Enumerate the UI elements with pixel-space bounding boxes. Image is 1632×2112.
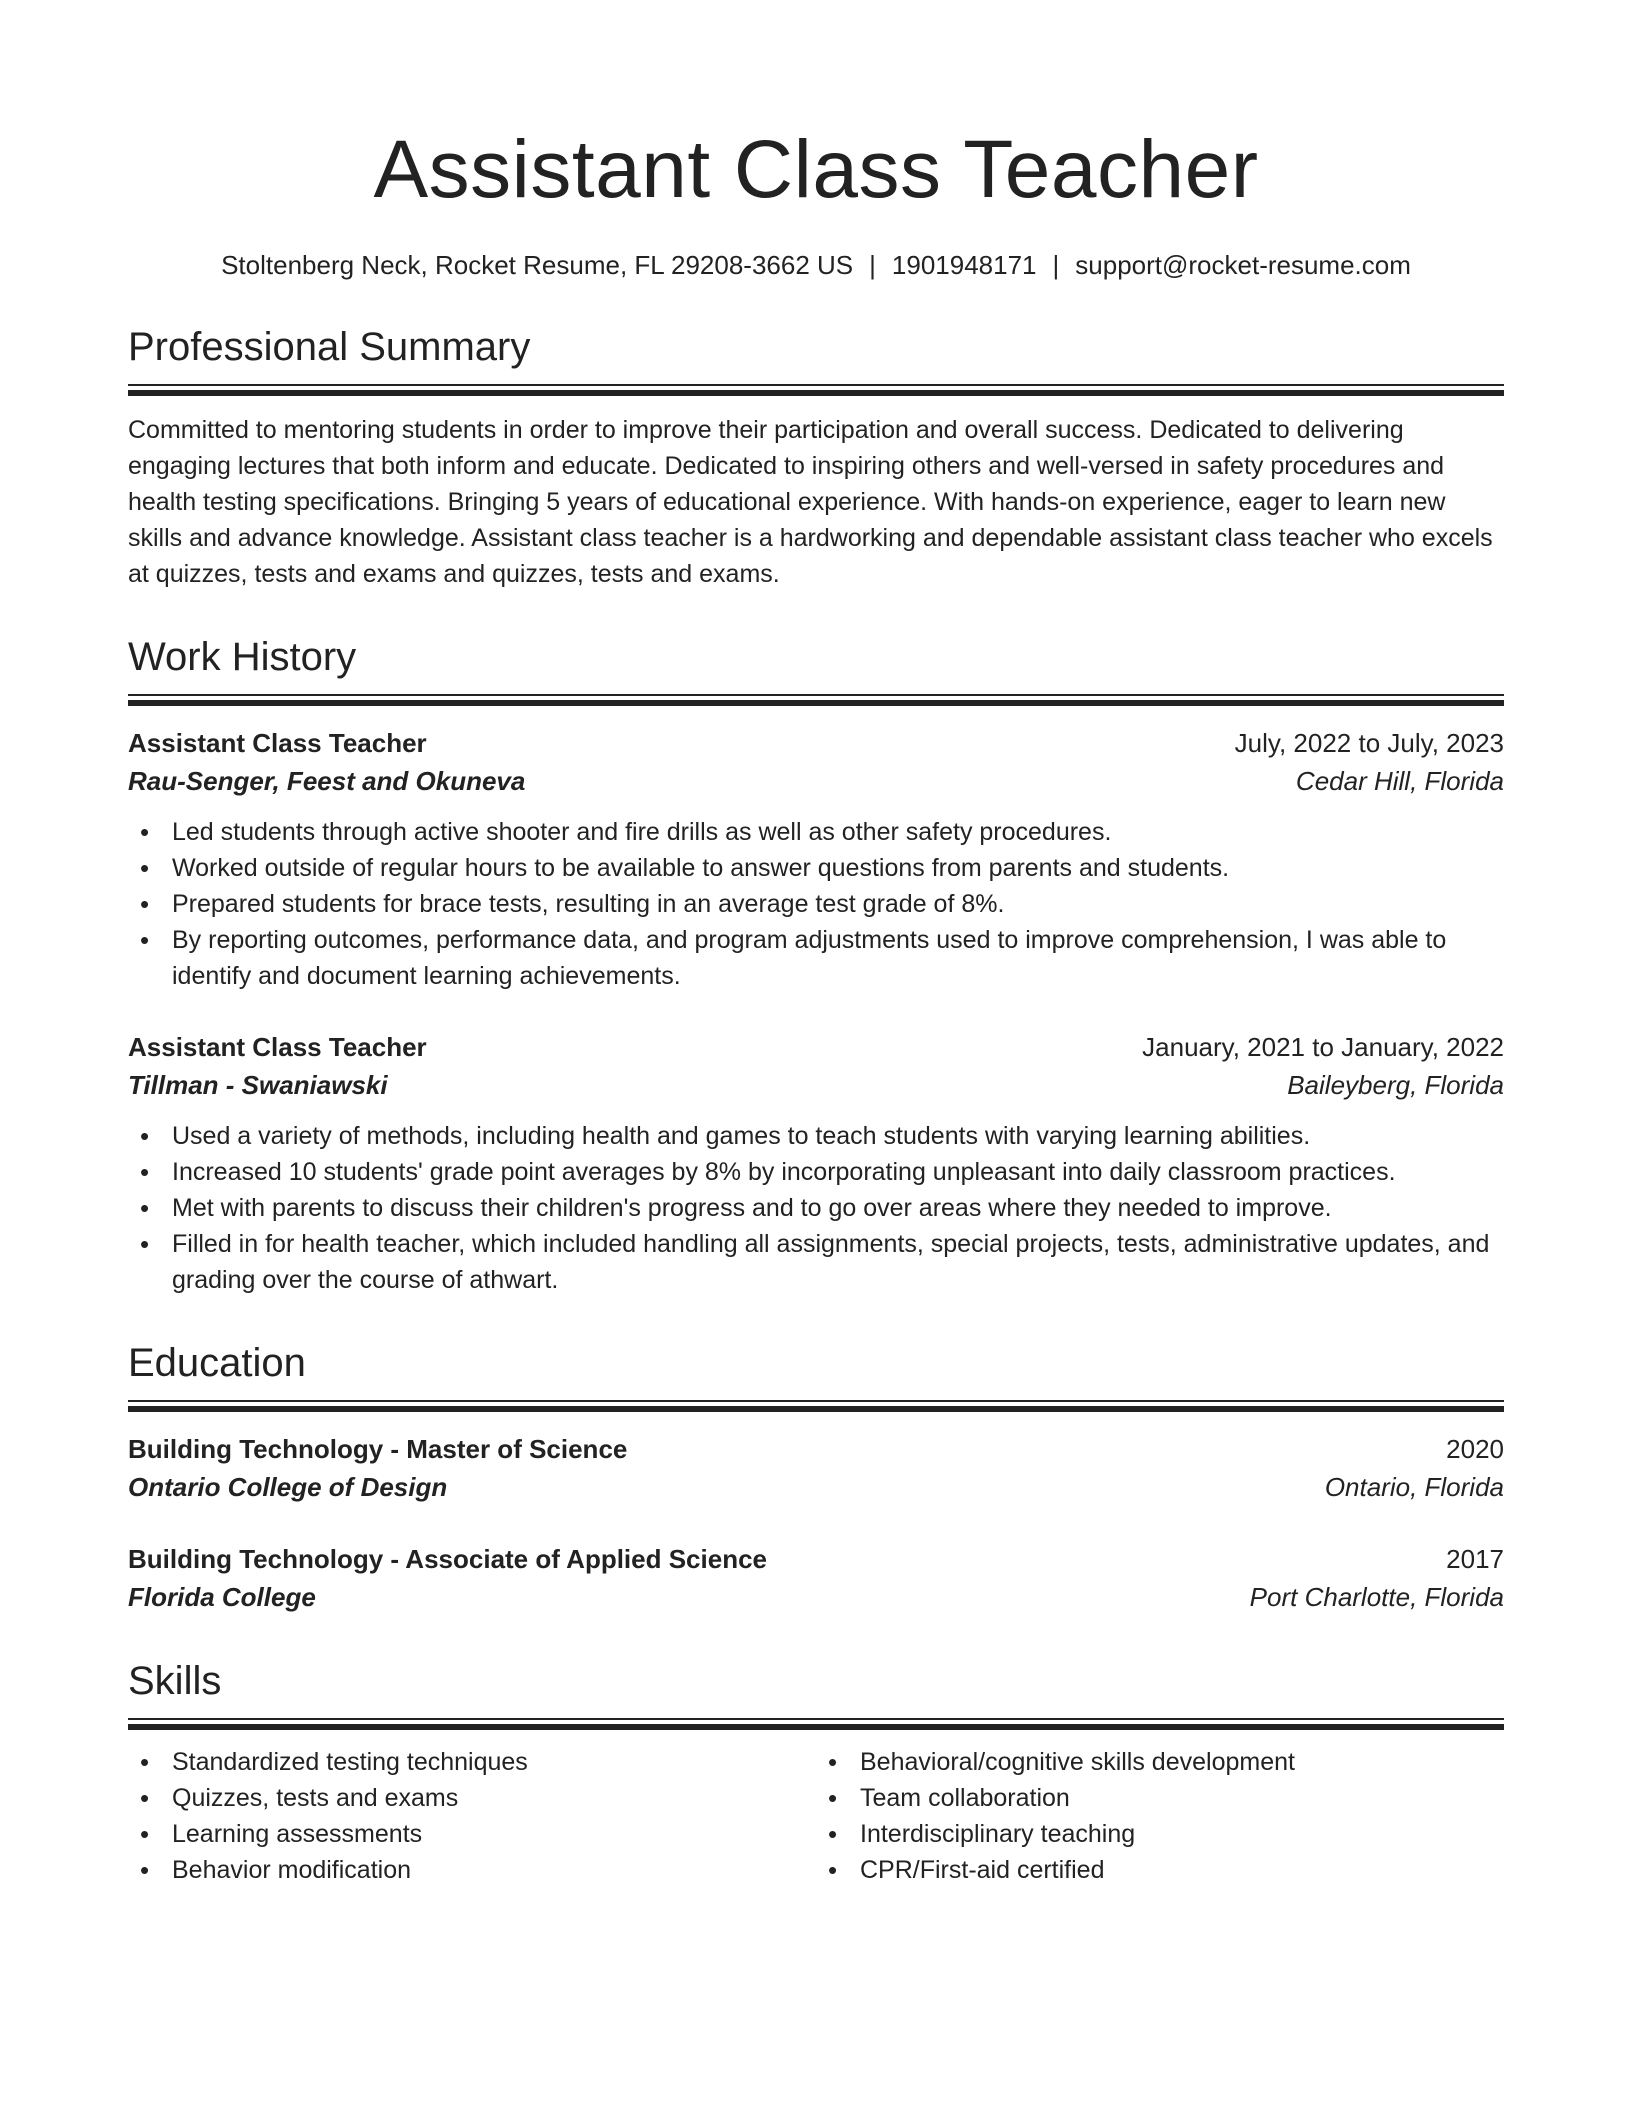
skills-column-right: [816, 1744, 1504, 1888]
section-divider: [128, 384, 1504, 396]
list-item: • Filled in for health teacher, which included handling all assignments, special projects, tests, administrative updates, and grading over the course of athwart.: [128, 1226, 1504, 1298]
skill-item: • Interdisciplinary teaching: [816, 1816, 1504, 1852]
contact-separator: |: [869, 250, 876, 280]
education-school: Ontario College of Design: [128, 1472, 448, 1502]
job-location: Baileyberg, Florida: [1287, 1070, 1504, 1100]
education-location: Ontario, Florida: [1324, 1472, 1504, 1502]
section-divider: [128, 694, 1504, 706]
section-divider: [128, 1718, 1504, 1730]
resume-name: Assistant Class Teacher: [373, 124, 1259, 215]
education-degree: Building Technology - Associate of Applied Science: [128, 1544, 768, 1574]
education-section: [128, 1338, 1504, 1616]
section-title-skills: Skills: [128, 1659, 222, 1703]
list-item: • By reporting outcomes, performance data, and program adjustments used to improve comprehension, I was able to identify and document learning achievements.: [128, 922, 1504, 994]
job-role: Assistant Class Teacher: [128, 1032, 427, 1062]
summary-section: [128, 322, 1504, 592]
list-item: • Prepared students for brace tests, resulting in an average test grade of 8%.: [128, 886, 1504, 922]
job-location: Cedar Hill, Florida: [1295, 766, 1504, 796]
skill-item: • CPR/First-aid certified: [816, 1852, 1504, 1888]
section-divider: [128, 1400, 1504, 1412]
job-entry: [128, 1028, 1504, 1298]
section-title-summary: Professional Summary: [128, 325, 531, 369]
contact-email[interactable]: support@rocket-resume.com: [1075, 250, 1411, 280]
job-dates: July, 2022 to July, 2023: [1234, 728, 1504, 758]
skill-item: • Learning assessments: [128, 1816, 816, 1852]
job-company: Tillman - Swaniawski: [128, 1070, 388, 1100]
skill-item: • Quizzes, tests and exams: [128, 1780, 816, 1816]
section-title-work-history: Work History: [128, 635, 357, 679]
education-school: Florida College: [128, 1582, 316, 1612]
job-bullets: [128, 814, 1504, 994]
education-degree: Building Technology - Master of Science: [128, 1434, 628, 1464]
list-item: • Worked outside of regular hours to be available to answer questions from parents and students.: [128, 850, 1504, 886]
work-history-section: [128, 632, 1504, 1298]
job-role: Assistant Class Teacher: [128, 728, 427, 758]
skills-section: [128, 1656, 1504, 1888]
skill-item: • Behavior modification: [128, 1852, 816, 1888]
skills-column-left: [128, 1744, 816, 1888]
summary-text: Committed to mentoring students in order to improve their participation and overall success. Dedicated to delivering engaging lectures that both inform and educate. Dedicated to inspiring others and well-versed in safety procedures and health testing specifications. Bringing 5 years of educational experience. With hands-on experience, eager to learn new skills and advance knowledge. Assistant class teacher is a hardworking and dependable assistant class teacher who excels at quizzes, tests and exams and quizzes, tests and exams.: [128, 416, 1493, 588]
education-entry: [128, 1430, 1504, 1506]
section-title-education: Education: [128, 1341, 306, 1385]
education-entry: [128, 1540, 1504, 1616]
job-dates: January, 2021 to January, 2022: [1142, 1032, 1504, 1062]
list-item: • Led students through active shooter and fire drills as well as other safety procedures.: [128, 814, 1504, 850]
contact-line: [128, 248, 1504, 282]
job-company: Rau-Senger, Feest and Okuneva: [128, 766, 526, 796]
list-item: • Increased 10 students' grade point averages by 8% by incorporating unpleasant into daily classroom practices.: [128, 1154, 1504, 1190]
skill-item: • Team collaboration: [816, 1780, 1504, 1816]
education-location: Port Charlotte, Florida: [1249, 1582, 1504, 1612]
list-item: • Used a variety of methods, including health and games to teach students with varying learning abilities.: [128, 1118, 1504, 1154]
education-year: 2017: [1446, 1544, 1504, 1574]
contact-address: Stoltenberg Neck, Rocket Resume, FL 29208-3662 US: [221, 250, 854, 280]
job-bullets: [128, 1118, 1504, 1298]
list-item: • Met with parents to discuss their children's progress and to go over areas where they needed to improve.: [128, 1190, 1504, 1226]
education-year: 2020: [1446, 1434, 1504, 1464]
contact-phone: 1901948171: [891, 250, 1037, 280]
contact-separator: |: [1052, 250, 1060, 280]
skills-list: [128, 1744, 1504, 1888]
skill-item: • Behavioral/cognitive skills development: [816, 1744, 1504, 1780]
skill-item: • Standardized testing techniques: [128, 1744, 816, 1780]
job-entry: [128, 724, 1504, 994]
